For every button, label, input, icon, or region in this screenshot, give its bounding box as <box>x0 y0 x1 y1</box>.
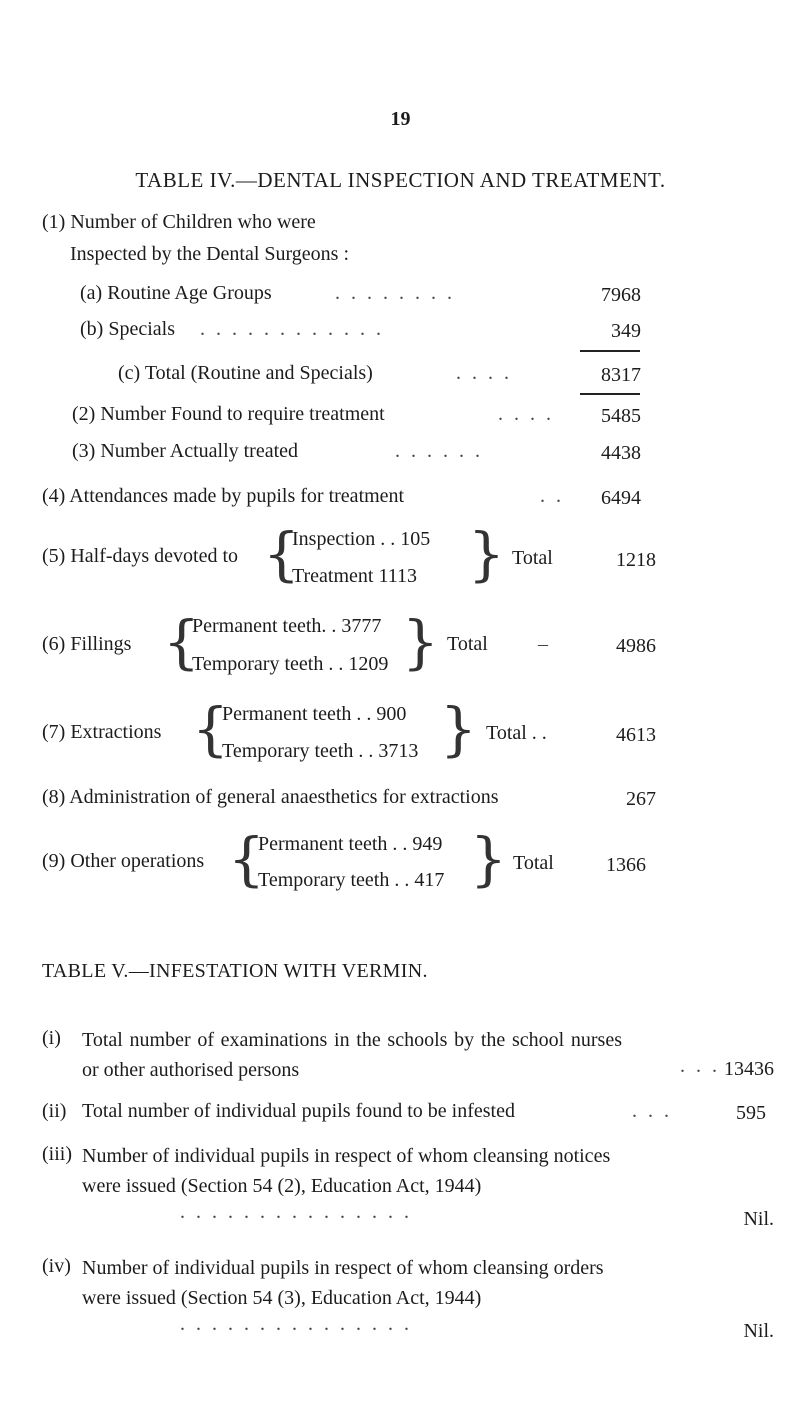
vermin-iv-number: (iv) <box>42 1255 71 1277</box>
left-brace-icon: { <box>263 520 300 588</box>
vermin-ii-text: Total number of individual pupils found to be infested <box>82 1100 515 1122</box>
item-1c-leader: . . . . <box>456 362 512 384</box>
vermin-ii-value: 595 <box>736 1102 766 1124</box>
item-9-total-value: 1366 <box>606 854 646 876</box>
item-5-total-value: 1218 <box>616 549 656 571</box>
vermin-iii-value: Nil. <box>743 1208 774 1230</box>
total-rule <box>580 393 640 395</box>
item-1a-leader: . . . . . . . . <box>335 282 455 304</box>
item-5-treatment: Treatment 1113 <box>292 565 417 587</box>
item-7-label: (7) Extractions <box>42 721 162 743</box>
item-5-total-label: Total <box>512 547 553 569</box>
item-7-temporary: Temporary teeth . . 3713 <box>222 740 419 762</box>
right-brace-icon: } <box>440 695 477 763</box>
item-1b-label: (b) Specials <box>80 318 175 340</box>
vermin-iii-text: Number of individual pupils in respect of whom cleansing notices were issued (Section 54 (2), Education Act, 1944) <box>82 1145 611 1197</box>
item-1-label-continued: Inspected by the Dental Surgeons : <box>70 243 350 265</box>
item-4-leader: . . <box>540 485 564 507</box>
item-3-leader: . . . . . . <box>395 440 483 462</box>
item-6-temporary: Temporary teeth . . 1209 <box>192 653 389 675</box>
item-9-total-label: Total <box>513 852 554 874</box>
vermin-i-text: Total number of examinations in the schools by the school nurses or other authorised persons <box>82 1029 622 1081</box>
right-brace-icon: } <box>402 608 439 676</box>
item-1b-value: 349 <box>611 320 641 342</box>
item-3-value: 4438 <box>601 442 641 464</box>
item-9-label: (9) Other operations <box>42 850 205 872</box>
item-1a-label: (a) Routine Age Groups <box>80 282 272 304</box>
item-8-label: (8) Administration of general anaesthetics for extractions <box>42 786 499 808</box>
vermin-iii-leader: . . . . . . . . . . . . . . . <box>180 1201 412 1223</box>
vermin-i-leader: . . . <box>680 1055 720 1077</box>
item-7-total-label: Total . . <box>486 722 547 744</box>
item-3-label: (3) Number Actually treated <box>72 440 299 462</box>
item-6-total-label: Total <box>447 633 488 655</box>
item-6-dash: – <box>538 633 548 655</box>
table-iv-title: TABLE IV.—DENTAL INSPECTION AND TREATMENT. <box>135 168 666 192</box>
item-6-label: (6) Fillings <box>42 633 132 655</box>
subtotal-rule <box>580 350 640 352</box>
vermin-ii-leader: . . . <box>632 1100 672 1122</box>
item-1a-value: 7968 <box>601 284 641 306</box>
item-7-permanent: Permanent teeth . . 900 <box>222 703 407 725</box>
item-1-label: (1) Number of Children who were <box>42 211 316 233</box>
left-brace-icon: { <box>228 825 265 893</box>
item-5-inspection: Inspection . . 105 <box>292 528 431 550</box>
item-6-permanent: Permanent teeth. . 3777 <box>192 615 382 637</box>
vermin-i-number: (i) <box>42 1027 61 1049</box>
item-1c-value: 8317 <box>601 364 641 386</box>
vermin-iv-text: Number of individual pupils in respect of whom cleansing orders were issued (Section 54 (3), Education Act, 1944) <box>82 1257 604 1309</box>
item-7-total-value: 4613 <box>616 724 656 746</box>
right-brace-icon: } <box>468 520 505 588</box>
item-2-leader: . . . . <box>498 403 554 425</box>
item-2-label: (2) Number Found to require treatment <box>72 403 385 425</box>
left-brace-icon: { <box>192 695 229 763</box>
right-brace-icon: } <box>470 825 507 893</box>
table-v-title: TABLE V.—INFESTATION WITH VERMIN. <box>42 960 428 982</box>
item-4-label: (4) Attendances made by pupils for treatment <box>42 485 405 507</box>
item-1b-leader: . . . . . . . . . . . . <box>200 318 384 340</box>
vermin-iv-value: Nil. <box>743 1320 774 1342</box>
item-8-value: 267 <box>626 788 656 810</box>
page-number: 19 <box>390 108 411 130</box>
left-brace-icon: { <box>163 608 200 676</box>
item-5-label: (5) Half-days devoted to <box>42 545 239 567</box>
item-6-total-value: 4986 <box>616 635 656 657</box>
item-2-value: 5485 <box>601 405 641 427</box>
item-9-temporary: Temporary teeth . . 417 <box>258 869 445 891</box>
vermin-i-value: 13436 <box>724 1058 774 1080</box>
vermin-iii-number: (iii) <box>42 1143 72 1165</box>
item-9-permanent: Permanent teeth . . 949 <box>258 833 443 855</box>
item-1c-label: (c) Total (Routine and Specials) <box>118 362 373 384</box>
vermin-ii-number: (ii) <box>42 1100 67 1122</box>
item-4-value: 6494 <box>601 487 641 509</box>
vermin-iv-leader: . . . . . . . . . . . . . . . <box>180 1313 412 1335</box>
